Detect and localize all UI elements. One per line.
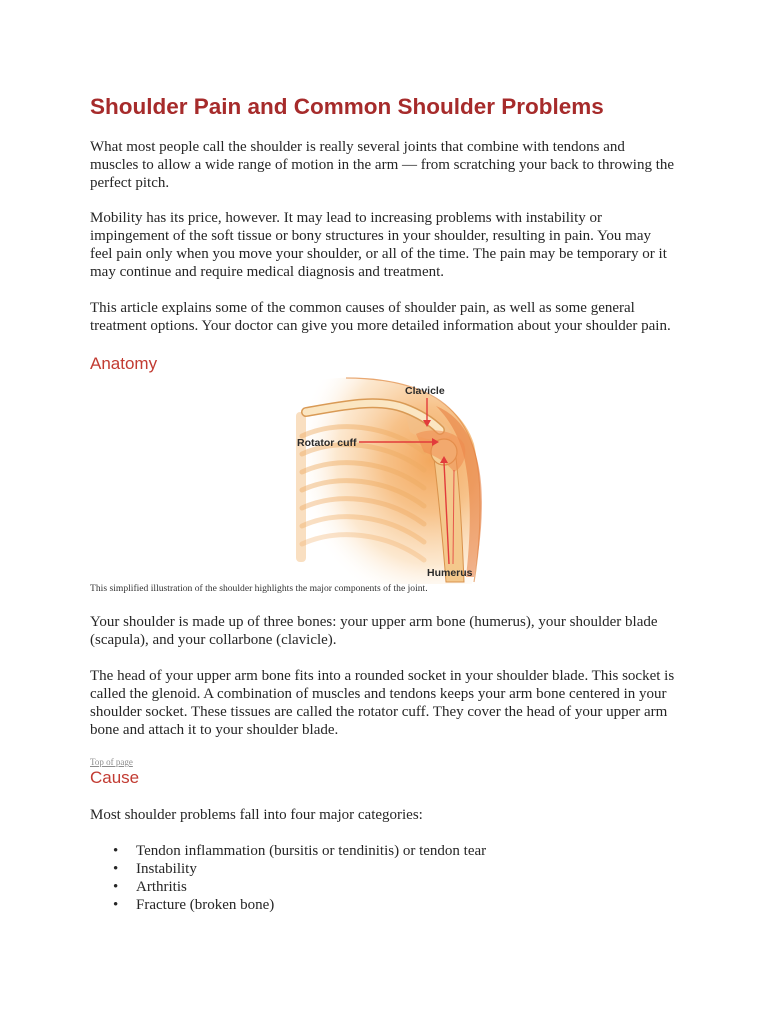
cause-categories-list	[90, 842, 486, 914]
clavicle-label: Clavicle	[405, 385, 445, 397]
text-line: may continue and require medical diagnosis and treatment.	[90, 264, 445, 280]
text-line: bone and attach it to your shoulder blade.	[90, 722, 339, 738]
intro-paragraph-3	[90, 299, 671, 335]
text-line: perfect pitch.	[90, 175, 170, 191]
list-item-text: Instability	[136, 861, 197, 877]
text-line: shoulder socket. These tissues are called the rotator cuff. They cover the head of your upper arm	[90, 704, 668, 720]
text-line: What most people call the shoulder is really several joints that combine with tendons and	[90, 139, 625, 155]
list-item	[90, 896, 486, 914]
list-item-text: Arthritis	[136, 879, 187, 895]
rotator-cuff-label: Rotator cuff	[297, 437, 357, 449]
text-line: This article explains some of the common causes of shoulder pain, as well as some general	[90, 300, 635, 316]
page-title: Shoulder Pain and Common Shoulder Problems	[90, 94, 604, 119]
text-line: Your shoulder is made up of three bones: your upper arm bone (humerus), your shoulder blade	[90, 614, 658, 630]
bullet-icon: •	[113, 861, 119, 877]
text-line: impingement of the soft tissue or bony structures in your shoulder, resulting in pain. You may	[90, 228, 652, 244]
list-item	[90, 878, 486, 896]
list-item	[90, 860, 486, 878]
section-heading-anatomy: Anatomy	[90, 354, 158, 373]
figure-caption: This simplified illustration of the shoulder highlights the major components of the joint.	[90, 583, 428, 594]
text-line: feel pain only when you move your shoulder, or all of the time. The pain may be temporary or it	[90, 246, 667, 262]
humerus-label: Humerus	[427, 567, 473, 579]
section-heading-cause: Cause	[90, 768, 140, 787]
text-line: (scapula), and your collarbone (clavicle).	[90, 632, 337, 648]
anatomy-paragraph-2	[90, 667, 674, 739]
shoulder-anatomy-illustration	[286, 372, 486, 586]
list-item-text: Fracture (broken bone)	[136, 897, 275, 913]
cause-intro-paragraph	[90, 806, 423, 824]
list-item	[90, 842, 486, 860]
bullet-icon: •	[113, 843, 119, 859]
text-line: called the glenoid. A combination of muscles and tendons keeps your arm bone centered in your	[90, 686, 667, 702]
anatomy-paragraph-1	[90, 613, 658, 649]
list-item-text: Tendon inflammation (bursitis or tendinitis) or tendon tear	[136, 843, 487, 859]
text-line: muscles to allow a wide range of motion in the arm — from scratching your back to throwing the	[90, 157, 675, 173]
intro-paragraph-1	[90, 138, 674, 192]
bullet-icon: •	[113, 879, 119, 895]
text-line: Most shoulder problems fall into four major categories:	[90, 807, 423, 823]
intro-paragraph-2	[90, 209, 667, 281]
bullet-icon: •	[113, 897, 119, 913]
text-line: Mobility has its price, however. It may lead to increasing problems with instability or	[90, 210, 602, 226]
top-of-page-link[interactable]: Top of page	[90, 757, 133, 767]
text-line: The head of your upper arm bone fits into a rounded socket in your shoulder blade. This socket is	[90, 668, 675, 684]
text-line: treatment options. Your doctor can give you more detailed information about your shoulder pain.	[90, 318, 671, 334]
